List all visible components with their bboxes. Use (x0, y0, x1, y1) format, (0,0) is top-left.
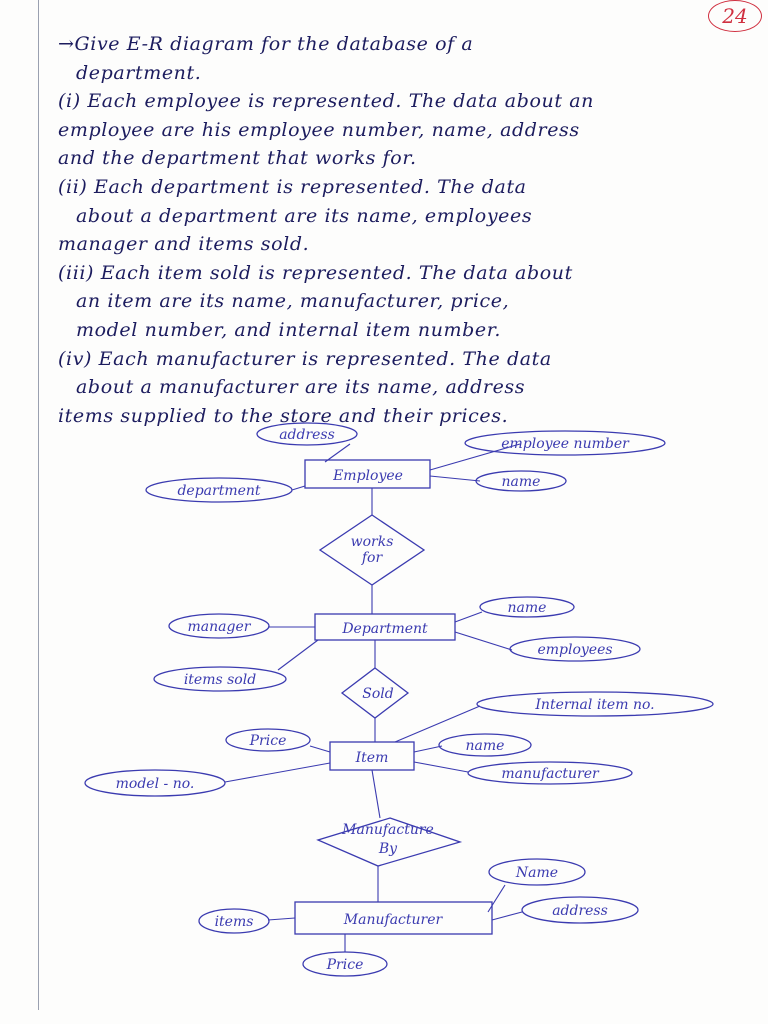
relationship-sold-label: Sold (362, 686, 394, 702)
attribute-manufacturer-address-label: address (552, 903, 608, 919)
attribute-manufacturer-price-label: Price (326, 957, 364, 973)
question-line: and the department that works for. (58, 147, 417, 170)
attribute-item-internal-no-label: Internal item no. (535, 697, 655, 713)
question-line: (iv) Each manufacturer is represented. The data (58, 347, 552, 370)
attribute-employee-name-label: name (501, 474, 541, 490)
question-line: (i) Each employee is represented. The data about an (58, 90, 594, 113)
question-line: manager and items sold. (58, 233, 310, 256)
attribute-employee-number-label: employee number (501, 436, 629, 452)
attribute-manufacturer-name-label: Name (515, 865, 559, 881)
question-line: about a department are its name, employees (76, 204, 533, 227)
attribute-employee-department-label: department (177, 483, 261, 499)
relationship-works-for-label: works (350, 534, 394, 550)
page-number: 24 (708, 0, 762, 32)
question-line: an item are its name, manufacturer, price, (76, 290, 510, 313)
attribute-department-name-label: name (507, 600, 547, 616)
relationship-works-for-label: for (361, 550, 383, 566)
entity-item-label: Item (355, 750, 389, 766)
question-line: →Give E-R diagram for the database of a (58, 33, 474, 55)
attribute-department-items-sold-label: items sold (183, 672, 257, 688)
question-line: (iii) Each item sold is represented. The data about (58, 261, 573, 284)
entity-manufacturer-label: Manufacturer (343, 912, 443, 928)
attribute-manufacturer-items-label: items (214, 914, 254, 930)
attribute-item-name-label: name (465, 738, 505, 754)
attribute-employee-address-label: address (279, 427, 335, 443)
question-line: items supplied to the store and their prices. (58, 404, 509, 427)
attribute-department-manager-label: manager (187, 619, 251, 635)
question-line: (ii) Each department is represented. The data (58, 175, 527, 198)
attribute-item-model-no-label: model - no. (115, 776, 195, 792)
relationship-manufacture-by-label: By (378, 841, 398, 857)
entity-employee-label: Employee (333, 468, 403, 484)
attribute-department-employees-label: employees (537, 642, 613, 658)
question-line: employee are his employee number, name, address (58, 118, 580, 141)
question-line: about a manufacturer are its name, address (76, 376, 526, 399)
relationship-manufacture-by-label: Manufacture (342, 822, 434, 838)
question-line: department. (76, 61, 202, 84)
attribute-item-manufacturer-label: manufacturer (501, 766, 599, 782)
question-line: model number, and internal item number. (76, 318, 502, 341)
attribute-item-price-label: Price (249, 733, 287, 749)
entity-department-label: Department (342, 621, 428, 637)
